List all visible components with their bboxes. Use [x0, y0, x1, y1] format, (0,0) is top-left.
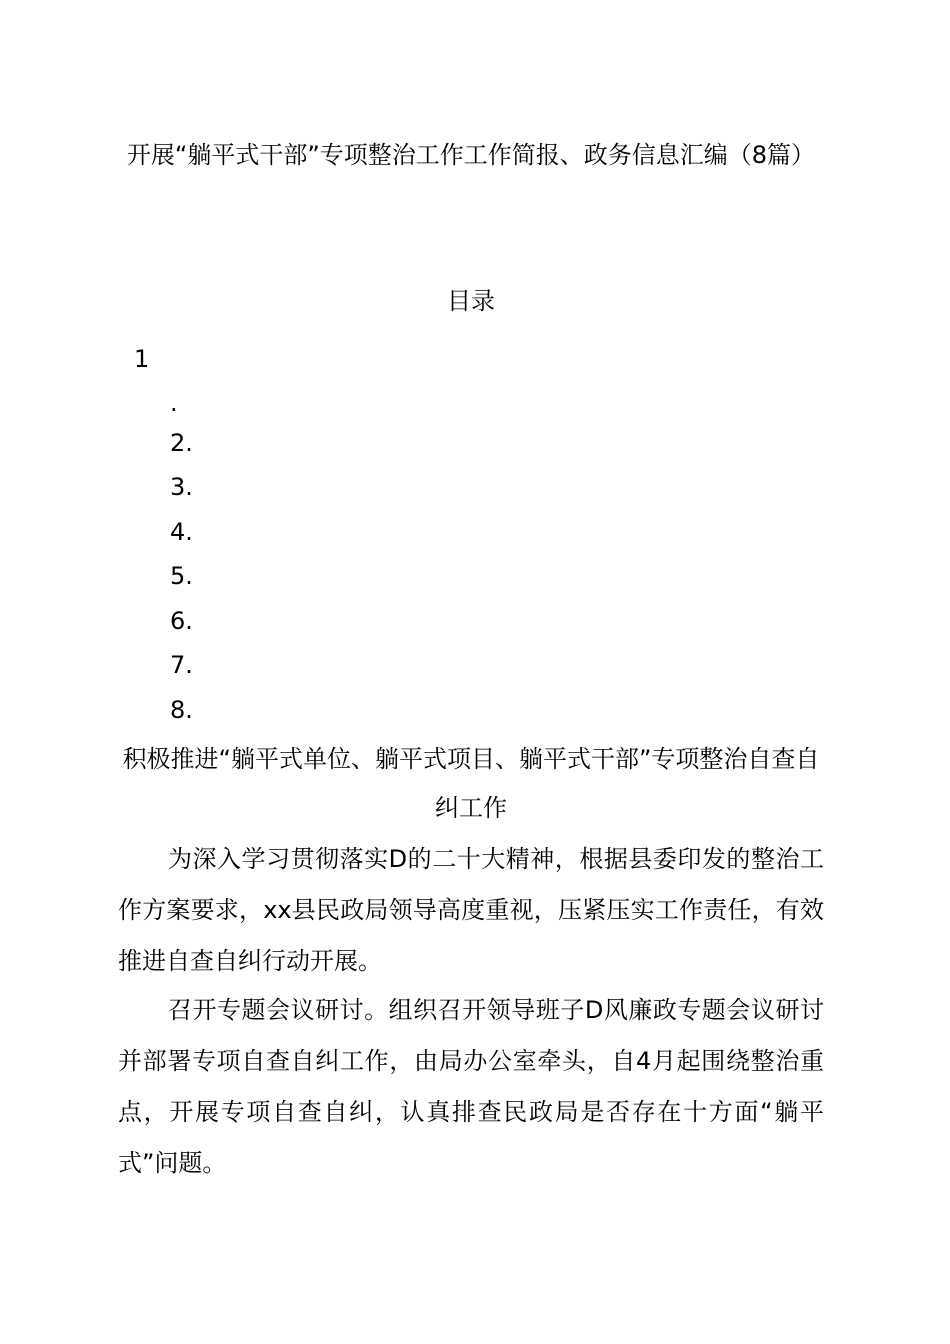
toc-item: 2. [170, 429, 193, 457]
toc-item: 1 [134, 345, 150, 373]
toc-item: 7. [170, 651, 193, 679]
toc-heading: 目录 [447, 287, 495, 315]
toc-item: 4. [170, 518, 193, 546]
toc-item: 5. [170, 562, 193, 590]
toc-item: 8. [170, 696, 193, 724]
document-title: 开展“躺平式干部”专项整治工作工作简报、政务信息汇编（8篇） [126, 141, 816, 169]
body-paragraph: 为深入学习贯彻落实D的二十大精神，根据县委印发的整治工作方案要求，xx县民政局领导高度重视，压紧压实工作责任，有效推进自查自纠行动开展。 [118, 845, 824, 975]
toc-item: 6. [170, 607, 193, 635]
body-paragraph: 召开专题会议研讨。组织召开领导班子D风廉政专题会议研讨并部署专项自查自纠工作，由局办公室牵头，自4月起围绕整治重点，开展专项自查自纠，认真排查民政局是否存在十方面“躺平式”问题。 [118, 996, 824, 1177]
toc-item: 3. [170, 473, 193, 501]
section-title: 积极推进“躺平式单位、躺平式项目、躺平式干部”专项整治自查自纠工作 [122, 745, 820, 822]
toc-item: . [170, 389, 178, 417]
